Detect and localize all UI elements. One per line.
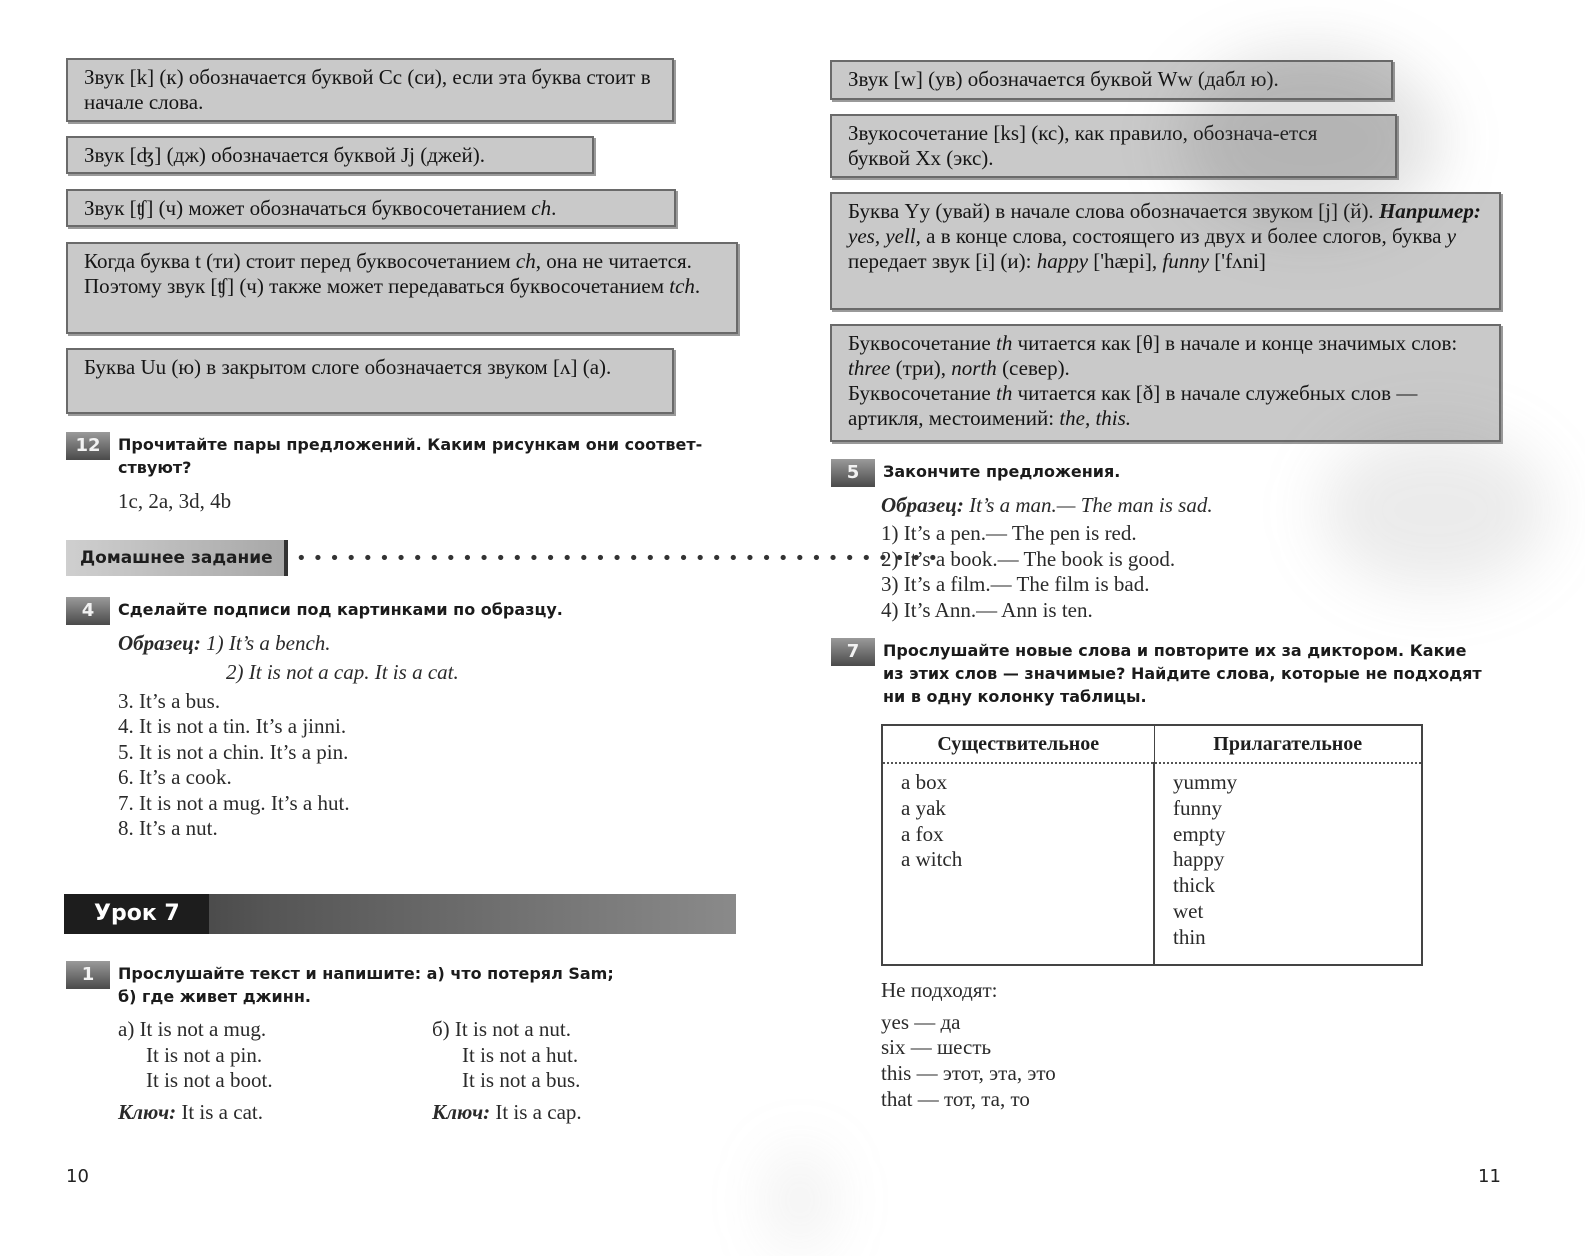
page-number: 10 [66, 1166, 89, 1187]
rule-box-sound-dzh [66, 136, 594, 174]
exercise-number: 7 [831, 638, 875, 666]
exercise-title-line: ни в одну колонку таблицы. [883, 687, 1147, 706]
key-label: Ключ: [432, 1100, 491, 1124]
table-cell-word: a box [901, 770, 948, 794]
table-cell-word: a yak [901, 795, 946, 820]
list-item: 6. It’s a cook. [118, 765, 232, 789]
table-cell-word: happy [1173, 847, 1225, 872]
exercise-number: 12 [66, 432, 110, 460]
rule-text: . [694, 274, 701, 298]
rule-text: , она не читается. Поэтому звук [ʧ] (ч) также может передаваться буквосочетанием [84, 249, 692, 298]
sample-text: It’s a man.— The man is sad. [969, 493, 1213, 517]
list-item: 7. It is not a mug. It’s a hut. [118, 791, 350, 815]
answer-a-line: а) It is not a mug. [118, 1017, 267, 1041]
rule-text: Буква Yy (увай) в начале слова обозначается звуком [j] (й). [848, 199, 1374, 223]
exercise-title [883, 639, 1482, 708]
exercise-12-heading [66, 432, 746, 482]
table-cell-word: funny [1173, 795, 1222, 820]
key-text: It is a cap. [495, 1100, 582, 1124]
exercise-number: 5 [831, 459, 875, 487]
answer-a-line: It is not a boot. [146, 1068, 273, 1092]
table-header-adjectives: Прилагательное [1154, 725, 1422, 763]
example-word: happy [1036, 249, 1089, 273]
homework-dotted-divider: ••••••••••••••••••••••••••••••••••••••• [296, 548, 945, 569]
rule-text: Буква Uu (ю) в закрытом слоге обозначается звуком [ʌ] (а). [84, 355, 612, 379]
not-fit-item: this — этот, эта, это [881, 1061, 1056, 1085]
list-item: 4) It’s Ann.— Ann is ten. [881, 598, 1093, 622]
not-fit-label: Не подходят: [881, 978, 998, 1002]
not-fit-item: six — шесть [881, 1035, 992, 1059]
word-table [881, 724, 1423, 966]
exercise-title [118, 433, 702, 479]
rule-box-letter-y [830, 192, 1501, 310]
rule-italic: y [1446, 224, 1457, 248]
translation: (три), [890, 356, 952, 380]
table-cell-word: yummy [1173, 770, 1238, 794]
table-cell-word: thin [1173, 924, 1206, 949]
not-fit-item: that — тот, та, то [881, 1087, 1030, 1111]
sample-text: 1) It’s a bench. [206, 631, 331, 655]
rule-text: . [551, 196, 557, 220]
homework-label: Домашнее задание [66, 540, 288, 576]
list-item: 8. It’s a nut. [118, 816, 218, 840]
scan-smudge [1320, 430, 1550, 590]
exercise-5-heading [831, 459, 1511, 489]
exercise-title-line: Прослушайте текст и напишите: а) что потерял Sam; [118, 964, 614, 983]
rule-text: читается как [θ] в начале и конце значимых слов: [1012, 331, 1458, 355]
rule-text: Звукосочетание [ks] (кс), как правило, обознача-ется буквой Xx (экс). [848, 121, 1318, 170]
list-item: 4. It is not a tin. It’s a jinni. [118, 714, 347, 738]
table-cell-word: wet [1173, 898, 1204, 923]
rule-box-tch [66, 242, 738, 334]
exercise-title: Закончите предложения. [883, 462, 1121, 481]
table-cell-word: empty [1173, 821, 1226, 846]
list-item: 3. It’s a bus. [118, 689, 221, 713]
rule-text: Буквосочетание [848, 331, 996, 355]
exercise-12-answer: 1c, 2a, 3d, 4b [118, 489, 232, 513]
exercise-7-heading [831, 638, 1521, 710]
rule-text: Буквосочетание [848, 381, 996, 405]
exercise-title-line: из этих слов — значимые? Найдите слова, которые не подходят [883, 664, 1482, 683]
page-number: 11 [1478, 1166, 1501, 1187]
exercise-number: 4 [66, 597, 110, 625]
lesson-title: Урок 7 [64, 894, 209, 934]
example-word: funny [1162, 249, 1210, 273]
table-cell-word: a fox [901, 821, 944, 846]
table-cell-word: a witch [901, 847, 963, 872]
key-a [118, 1099, 263, 1125]
answer-b-line: It is not a bus. [462, 1068, 581, 1092]
exercise-title-line: ствуют? [118, 458, 192, 477]
exercise-4-heading [66, 597, 746, 627]
rule-box-th [830, 324, 1501, 442]
rule-text: читается как [ð] в начале служебных слов — артикля, местоимений: [848, 381, 1418, 430]
table-cell-word: thick [1173, 873, 1215, 898]
exercise-title: Сделайте подписи под картинками по образцу. [118, 600, 563, 619]
sample-line [118, 630, 331, 656]
transcription: ['fʌni] [1209, 249, 1266, 273]
sample-label: Образец: [118, 631, 201, 655]
table-header-nouns: Существительное [882, 725, 1154, 763]
rule-text: Звук [k] (к) обозначается буквой Cc (си), если эта буква стоит в начале слова. [84, 65, 651, 114]
exercise-1-heading [66, 961, 746, 1011]
exercise-number: 1 [66, 961, 110, 989]
answer-b-line: It is not a hut. [462, 1043, 579, 1067]
example-label: Например: [1378, 199, 1481, 223]
nouns-column [882, 763, 1154, 965]
not-fit-item: yes — да [881, 1010, 961, 1034]
rule-text: Звук [ʤ] (дж) обозначается буквой Jj (джей). [84, 143, 485, 167]
exercise-title-line: б) где живет джинн. [118, 987, 311, 1006]
rule-box-sound-w [830, 60, 1393, 100]
list-item: 1) It’s a pen.— The pen is red. [881, 521, 1137, 545]
rule-box-sound-ks [830, 114, 1397, 178]
translation: (север). [996, 356, 1070, 380]
list-item: 5. It is not a chin. It’s a pin. [118, 740, 349, 764]
list-item: 3) It’s a film.— The film is bad. [881, 572, 1150, 596]
table-row [882, 763, 1422, 965]
rule-italic: ch [531, 196, 552, 220]
example-word: the, this. [1059, 406, 1132, 430]
rule-italic: ch [515, 249, 536, 273]
rule-text: передает звук [i] (и): [848, 249, 1037, 273]
rule-box-sound-k [66, 58, 674, 122]
exercise-title-line: Прочитайте пары предложений. Каким рисункам они соответ- [118, 435, 703, 454]
key-text: It is a cat. [181, 1100, 263, 1124]
rule-italic: tch [669, 274, 695, 298]
rule-box-sound-ch [66, 189, 676, 227]
sample-line [881, 492, 1213, 518]
rule-italic: th [996, 381, 1013, 405]
rule-text: Когда буква t (ти) стоит перед буквосочетанием [84, 249, 516, 273]
key-label: Ключ: [118, 1100, 177, 1124]
example-words: yes, yell, [848, 224, 921, 248]
example-word: three [848, 356, 891, 380]
answer-a-line: It is not a pin. [146, 1043, 263, 1067]
exercise-title-line: Прослушайте новые слова и повторите их за диктором. Какие [883, 641, 1467, 660]
rule-text: Звук [w] (ув) обозначается буквой Ww (дабл ю). [848, 67, 1279, 91]
answer-b-line: б) It is not a nut. [432, 1017, 572, 1041]
key-b [432, 1099, 582, 1125]
exercise-title [118, 962, 614, 1008]
list-item: 2) It’s a book.— The book is good. [881, 547, 1176, 571]
sample-line-2: 2) It is not a cap. It is a cat. [226, 660, 459, 684]
rule-box-letter-u [66, 348, 674, 414]
adjectives-column [1154, 763, 1422, 965]
rule-text: а в конце слова, состоящего из двух и более слогов, буква [920, 224, 1447, 248]
rule-italic: th [996, 331, 1013, 355]
sample-label: Образец: [881, 493, 964, 517]
example-word: north [951, 356, 997, 380]
transcription: ['hæpi], [1088, 249, 1163, 273]
rule-text: Звук [ʧ] (ч) может обозначаться буквосочетанием [84, 196, 532, 220]
